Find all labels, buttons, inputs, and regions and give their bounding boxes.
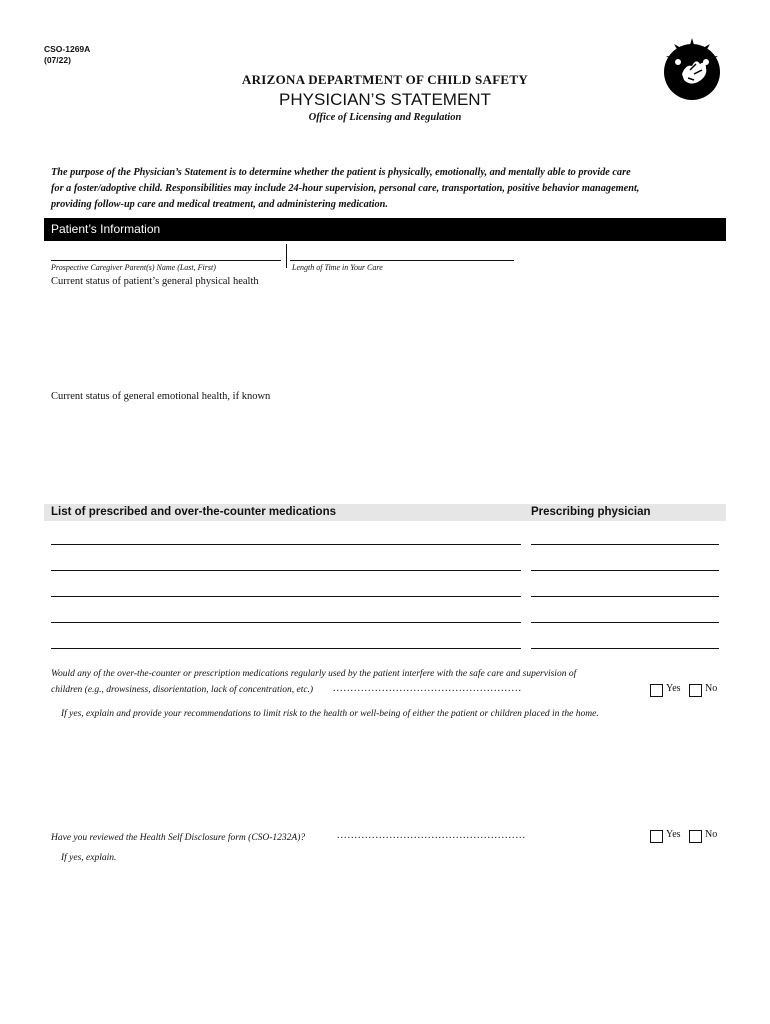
leader-dots: ......................................................	[337, 830, 526, 841]
length-of-time-field[interactable]	[290, 260, 514, 261]
medication-field[interactable]	[51, 570, 521, 571]
q1-no-label: No	[705, 683, 718, 694]
physician-field[interactable]	[531, 544, 719, 545]
caregiver-name-label: Prospective Caregiver Parent(s) Name (Last, First)	[51, 263, 216, 272]
physician-field[interactable]	[531, 648, 719, 649]
medication-field[interactable]	[51, 596, 521, 597]
physician-field[interactable]	[531, 622, 719, 623]
health-disclosure-question: Have you reviewed the Health Self Disclosure form (CSO-1232A)?	[51, 833, 306, 843]
office-name: Office of Licensing and Regulation	[308, 112, 462, 123]
q2-explanation-field[interactable]	[61, 868, 721, 998]
q1-explanation-field[interactable]	[61, 724, 721, 820]
physician-field[interactable]	[531, 596, 719, 597]
q1-yes-checkbox[interactable]	[650, 684, 663, 697]
agency-name: ARIZONA DEPARTMENT OF CHILD SAFETY	[241, 72, 529, 87]
q2-no-label: No	[705, 829, 718, 840]
length-of-time-label: Length of Time in Your Care	[292, 263, 383, 272]
physical-health-label: Current status of patient’s general physical health	[51, 276, 259, 287]
q2-followup-label: If yes, explain.	[61, 853, 117, 863]
field-divider	[286, 244, 287, 268]
purpose-statement	[51, 165, 701, 213]
medications-list-header: List of prescribed and over-the-counter medications	[51, 506, 336, 518]
medication-interference-question: Would any of the over-the-counter or prescription medications regularly used by the patient interfere with the safe care and supervision of	[51, 669, 577, 679]
dcs-logo-icon	[660, 34, 724, 102]
purpose-line: for a foster/adoptive child. Responsibilities may include 24-hour supervision, personal care, transportation, positive behavior management,	[51, 183, 640, 194]
prescribing-physician-header: Prescribing physician	[531, 506, 651, 518]
section-title: Patient’s Information	[51, 222, 161, 236]
emotional-health-label: Current status of general emotional health, if known	[51, 391, 271, 402]
q1-followup-label: If yes, explain and provide your recommendations to limit risk to the health or well-being of either the patient or children placed in the home.	[61, 709, 599, 719]
q2-yes-label: Yes	[666, 829, 681, 840]
form-date: (07/22)	[44, 55, 71, 65]
physician-field[interactable]	[531, 570, 719, 571]
medication-field[interactable]	[51, 622, 521, 623]
caregiver-name-field[interactable]	[51, 260, 281, 261]
purpose-line: The purpose of the Physician’s Statement is to determine whether the patient is physically, emotionally, and mentally able to provide care	[51, 167, 631, 178]
form-code	[44, 44, 90, 66]
medication-field[interactable]	[51, 544, 521, 545]
leader-dots: ......................................................	[333, 683, 522, 694]
form-number: CSO-1269A	[44, 44, 91, 54]
physical-health-field[interactable]	[51, 292, 721, 388]
medication-interference-question-cont: children (e.g., drowsiness, disorientation, lack of concentration, etc.)	[51, 685, 314, 695]
q2-yes-checkbox[interactable]	[650, 830, 663, 843]
emotional-health-field[interactable]	[51, 407, 721, 499]
page-title: PHYSICIAN’S STATEMENT	[279, 90, 491, 109]
q1-no-checkbox[interactable]	[689, 684, 702, 697]
q1-yes-label: Yes	[666, 683, 681, 694]
q2-no-checkbox[interactable]	[689, 830, 702, 843]
purpose-line: providing follow-up care and medical treatment, and administering medication.	[51, 199, 388, 210]
medication-field[interactable]	[51, 648, 521, 649]
